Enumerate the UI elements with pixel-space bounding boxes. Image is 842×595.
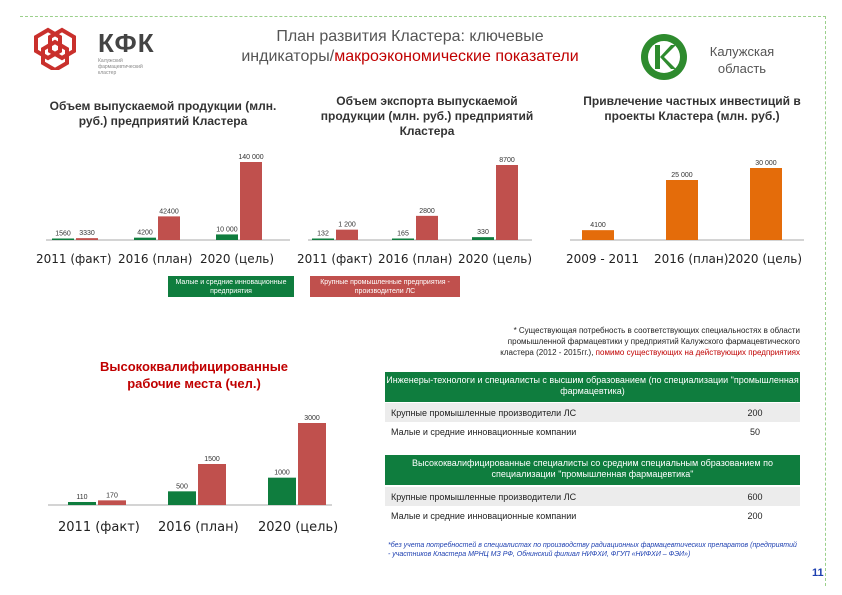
bar-0-0 [68, 502, 96, 505]
data-label-0-1: 170 [106, 492, 118, 500]
data-label-2-1: 8700 [499, 157, 515, 164]
table2-header: Высококвалифицированные специалисты со средним специальным образованием по специализации "промышленная фармацевтика" [385, 455, 800, 485]
chart1-category-0: 2011 (факт) [36, 252, 112, 266]
table1-row-value: 50 [749, 426, 760, 437]
bar-2-1 [240, 162, 262, 240]
logo-text: КФК [98, 28, 155, 58]
bar-1-0 [134, 238, 156, 240]
bar-0-1 [336, 230, 358, 240]
page-title: План развития Кластера: ключевые индикаторы/макроэкономические показатели [241, 28, 579, 65]
table2-row-value: 600 [747, 491, 763, 502]
bar-1-0 [168, 491, 196, 505]
bar-2-0 [472, 237, 494, 240]
bar-2-1 [298, 423, 326, 505]
logo-subtitle: Калужский фармацевтический кластер [98, 58, 143, 76]
table2-row [385, 506, 800, 525]
bar-1-1 [158, 216, 180, 240]
chart2-title: Объем экспорта выпускаемой продукции (млн. руб.) предприятий Кластера [320, 94, 534, 138]
table1-row-label: Малые и средние инновационные компании [391, 426, 577, 437]
legend-green: Малые и средние инновационные предприятия [168, 276, 294, 297]
data-label-2-0: 330 [477, 229, 489, 237]
chart2-category-2: 2020 (цель) [458, 252, 533, 266]
chart4-skilled-jobs [40, 405, 340, 510]
table1-header: Инженеры-технологи и специалисты с высшим образованием (по специализации "промышленная фармацевтика) [385, 372, 800, 402]
bar-1-1 [198, 464, 226, 505]
data-label-1-0: 25 000 [671, 172, 693, 179]
footnote: *без учета потребностей в специалистах по производству радиационных фармацевтических препаратов (предприятий - участников Кластера МРНЦ МЗ РФ, Обнинский филиал НИФХИ, ФГУП «НИФХИ – ФЭИ») [388, 542, 797, 558]
data-label-2-0: 30 000 [755, 160, 777, 167]
data-label-1-0: 500 [176, 483, 188, 491]
table1-row-label: Крупные промышленные производители ЛС [391, 407, 577, 418]
bar-2-1 [496, 165, 518, 240]
chart3-title: Привлечение частных инвестиций в проекты Кластера (млн. руб.) [583, 94, 801, 123]
table2-row-value: 200 [747, 510, 763, 521]
data-label-2-0: 1000 [274, 469, 290, 477]
kaluga-region-logo-icon [640, 33, 688, 81]
table2-row-label: Крупные промышленные производители ЛС [391, 491, 577, 502]
chart4-category-2: 2020 (цель) [258, 520, 339, 535]
table1-row [385, 422, 800, 441]
chart4-category-0: 2011 (факт) [58, 520, 140, 535]
bar-2-0 [216, 234, 238, 240]
legend-red: Крупные промышленные предприятия - производители ЛС [310, 276, 460, 297]
bar-0-0 [312, 239, 334, 241]
table2-row [385, 487, 800, 506]
data-label-0-0: 110 [76, 493, 88, 501]
table1-row-value: 200 [747, 407, 763, 418]
data-label-0-0: 132 [317, 230, 329, 238]
bar-1-0 [392, 239, 414, 241]
data-label-1-1: 1500 [204, 456, 220, 463]
data-label-2-1: 3000 [304, 415, 320, 422]
bar-1-0 [666, 180, 698, 240]
chart3-category-0: 2009 - 2011 [566, 252, 640, 266]
bar-1-1 [416, 216, 438, 240]
kfk-logo-icon [28, 26, 94, 70]
chart2-export-volume [300, 150, 540, 245]
chart1-output-volume [38, 150, 298, 245]
bar-2-0 [750, 168, 782, 240]
chart1-title: Объем выпускаемой продукции (млн. руб.) предприятий Кластера [49, 99, 277, 128]
data-label-0-0: 4100 [590, 222, 606, 230]
chart4-title: Высококвалифицированные рабочие места (чел.) [99, 359, 289, 391]
bar-0-1 [76, 238, 98, 240]
chart4-category-1: 2016 (план) [158, 520, 239, 535]
page-number: 11 [812, 567, 824, 579]
bar-0-0 [582, 230, 614, 240]
region-name: Калужская область [709, 44, 775, 76]
chart2-category-1: 2016 (план) [378, 252, 453, 266]
chart3-category-2: 2020 (цель) [728, 252, 803, 266]
data-label-1-0: 165 [397, 230, 409, 238]
data-label-1-1: 42400 [159, 208, 179, 216]
bar-0-1 [98, 500, 126, 505]
bar-2-0 [268, 478, 296, 505]
table1-row [385, 403, 800, 422]
data-label-1-0: 4200 [137, 229, 153, 237]
data-label-1-1: 2800 [419, 207, 435, 215]
data-label-0-1: 1 200 [338, 221, 356, 229]
bar-0-0 [52, 239, 74, 241]
data-label-0-1: 3330 [79, 230, 95, 238]
table2-row-label: Малые и средние инновационные компании [391, 510, 577, 521]
data-label-2-0: 10 000 [216, 226, 238, 234]
chart3-category-1: 2016 (план) [654, 252, 729, 266]
data-label-2-1: 140 000 [238, 154, 264, 161]
chart1-category-2: 2020 (цель) [200, 252, 275, 266]
chart2-category-0: 2011 (факт) [297, 252, 373, 266]
chart3-private-investment [562, 150, 812, 245]
data-label-0-0: 1560 [55, 230, 71, 238]
chart1-category-1: 2016 (план) [118, 252, 193, 266]
demand-note: * Существующая потребность в соответствующих специальностях в области промышленной фармацевтики у предприятий Калужского фармацевтического кластера (2012 - 2015гг.), помимо существующих на действующих предприятиях [500, 326, 800, 357]
